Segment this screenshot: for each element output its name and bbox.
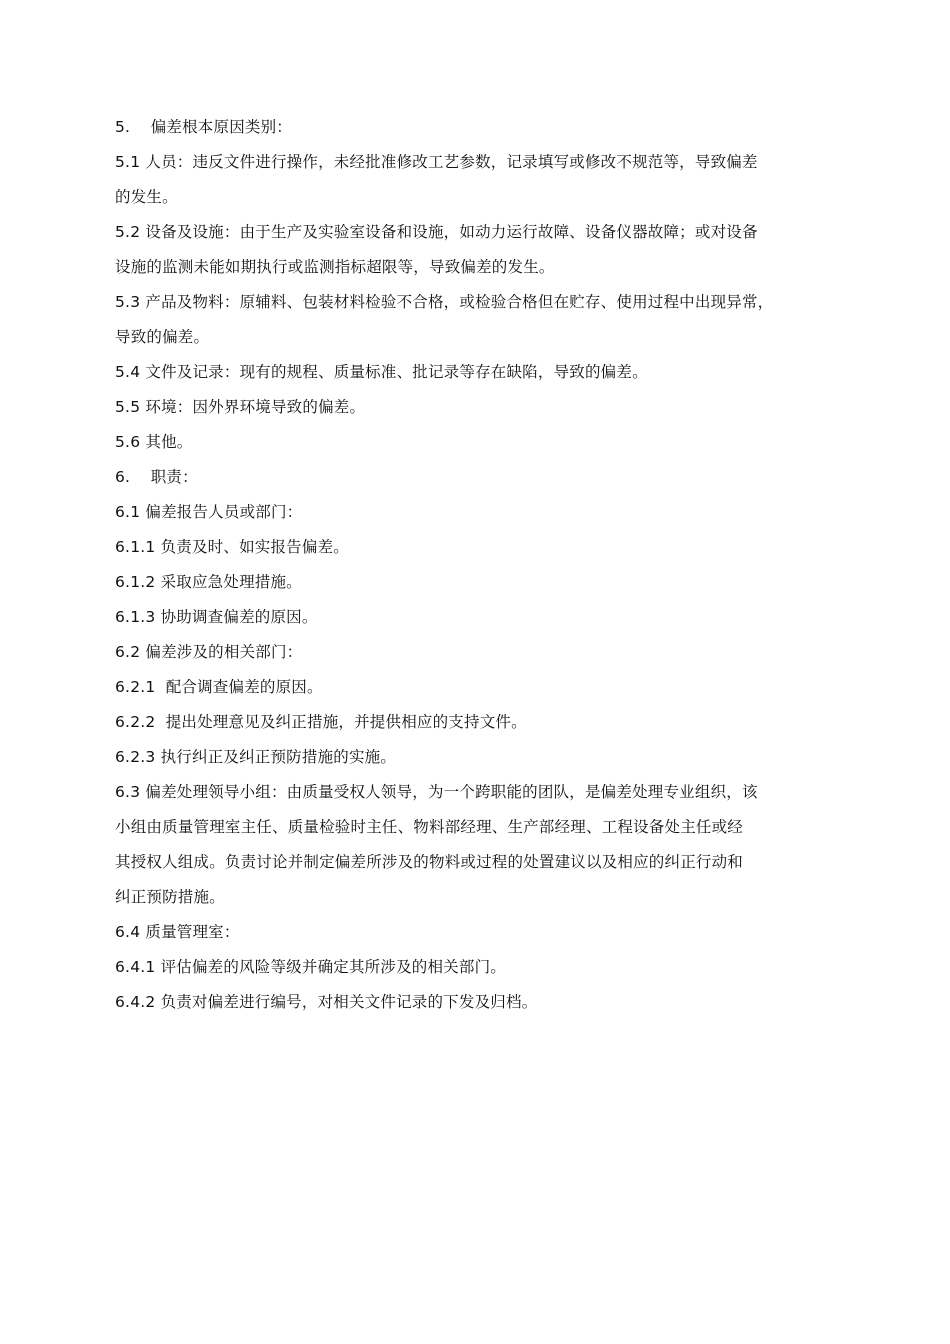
paragraph-line: 5.6 其他。	[115, 433, 193, 451]
paragraph-line: 6.4.1 评估偏差的风险等级并确定其所涉及的相关部门。	[115, 958, 506, 976]
paragraph-line: 小组由质量管理室主任、质量检验时主任、物料部经理、生产部经理、工程设备处主任或经	[115, 818, 744, 836]
paragraph-line: 6.2.1 配合调查偏差的原因。	[115, 678, 323, 696]
paragraph-line: 5.4 文件及记录：现有的规程、质量标准、批记录等存在缺陷，导致的偏差。	[115, 363, 648, 381]
paragraph-line: 6.2.3 执行纠正及纠正预防措施的实施。	[115, 748, 397, 766]
paragraph-line: 6.1.3 协助调查偏差的原因。	[115, 608, 318, 626]
paragraph-line: 其授权人组成。负责讨论并制定偏差所涉及的物料或过程的处置建议以及相应的纠正行动和	[115, 853, 744, 871]
paragraph-line: 6.2.2 提出处理意见及纠正措施，并提供相应的支持文件。	[115, 713, 527, 731]
paragraph-line: 6.1.2 采取应急处理措施。	[115, 573, 302, 591]
paragraph-line: 设施的监测未能如期执行或监测指标超限等，导致偏差的发生。	[115, 258, 555, 276]
paragraph-line: 6.4 质量管理室：	[115, 923, 240, 941]
document-page	[115, 110, 865, 1020]
paragraph-line: 6.2 偏差涉及的相关部门：	[115, 643, 303, 661]
paragraph-line: 5.3 产品及物料：原辅料、包装材料检验不合格，或检验合格但在贮存、使用过程中出现异常，	[115, 293, 774, 311]
paragraph-line: 5.1 人员：违反文件进行操作，未经批准修改工艺参数，记录填写或修改不规范等，导致偏差	[115, 153, 758, 171]
paragraph-line: 的发生。	[115, 188, 178, 206]
paragraph-line: 5.2 设备及设施：由于生产及实验室设备和设施，如动力运行故障、设备仪器故障；或对设备	[115, 223, 758, 241]
paragraph-line: 6.3 偏差处理领导小组：由质量受权人领导，为一个跨职能的团队，是偏差处理专业组织，该	[115, 783, 758, 801]
paragraph-line: 6.1 偏差报告人员或部门：	[115, 503, 303, 521]
paragraph-line: 6.4.2 负责对偏差进行编号，对相关文件记录的下发及归档。	[115, 993, 538, 1011]
paragraph-line: 5.5 环境：因外界环境导致的偏差。	[115, 398, 366, 416]
paragraph-line: 6.1.1 负责及时、如实报告偏差。	[115, 538, 349, 556]
paragraph-line: 纠正预防措施。	[115, 888, 225, 906]
section-heading-5: 5. 偏差根本原因类别：	[115, 118, 292, 136]
paragraph-line: 导致的偏差。	[115, 328, 210, 346]
section-heading-6: 6. 职责：	[115, 468, 198, 486]
